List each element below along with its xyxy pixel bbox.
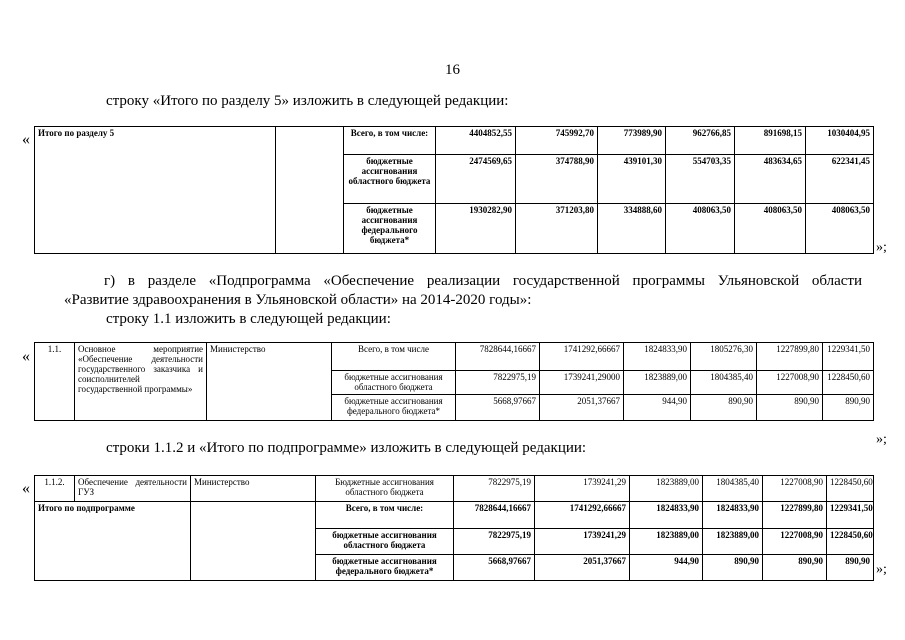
value-cell: 1739241,29	[535, 529, 630, 555]
value-cell: 408063,50	[666, 204, 735, 254]
table-row	[35, 343, 874, 371]
row-label: бюджетные ассигнования областного бюджета	[344, 155, 436, 204]
row-label: бюджетные ассигнования областного бюджета	[332, 371, 456, 395]
row-1-1-2-and-total-table	[34, 475, 874, 581]
open-quote: «	[22, 480, 30, 497]
value-cell: 7828644,16667	[454, 502, 535, 529]
open-quote: «	[22, 131, 30, 148]
value-cell: 2051,37667	[535, 555, 630, 581]
activity-name: Обеспечение деятельности ГУЗ	[75, 476, 191, 502]
intro-row-1-1: строку 1.1 изложить в следующей редакции:	[106, 311, 391, 327]
value-cell: 5668,97667	[456, 395, 540, 421]
empty-cell	[191, 502, 316, 581]
row-number: 1.1.	[35, 343, 75, 421]
value-cell: 2051,37667	[540, 395, 624, 421]
value-cell: 1229341,50	[827, 502, 874, 529]
value-cell: 1930282,90	[436, 204, 516, 254]
executor: Министерство	[207, 343, 332, 421]
value-cell: 1823889,00	[624, 371, 691, 395]
row-1-1-table	[34, 342, 874, 421]
value-cell: 371203,80	[516, 204, 598, 254]
value-cell: 1227008,90	[757, 371, 823, 395]
row-label: бюджетные ассигнования федерального бюджета*	[332, 395, 456, 421]
table-row	[35, 127, 874, 155]
value-cell: 1824833,90	[630, 502, 703, 529]
value-cell: 1227008,90	[763, 529, 827, 555]
value-cell: 891698,15	[735, 127, 806, 155]
section5-total-table	[34, 126, 874, 254]
intro-rows-1-1-2-total: строки 1.1.2 и «Итого по подпрограмме» изложить в следующей редакции:	[106, 440, 587, 456]
value-cell: 4404852,55	[436, 127, 516, 155]
value-cell: 944,90	[624, 395, 691, 421]
value-cell: 2474569,65	[436, 155, 516, 204]
value-cell: 7828644,16667	[456, 343, 540, 371]
page-number: 16	[445, 62, 460, 78]
value-cell: 7822975,19	[456, 371, 540, 395]
value-cell: 374788,90	[516, 155, 598, 204]
open-quote: «	[22, 348, 30, 365]
value-cell: 1228450,60	[827, 529, 874, 555]
close-mark: »;	[876, 240, 887, 255]
value-cell: 745992,70	[516, 127, 598, 155]
value-cell: 622341,45	[806, 155, 874, 204]
value-cell: 1805276,30	[691, 343, 757, 371]
value-cell: 1229341,50	[823, 343, 874, 371]
row-label: Бюджетные ассигнования областного бюджета	[316, 476, 454, 502]
close-mark: »;	[876, 432, 887, 447]
value-cell: 890,90	[763, 555, 827, 581]
value-cell: 7822975,19	[454, 476, 535, 502]
value-cell: 1228450,60	[827, 476, 874, 502]
value-cell: 1227899,80	[763, 502, 827, 529]
value-cell: 5668,97667	[454, 555, 535, 581]
table-row	[35, 502, 874, 529]
row-label: Всего, в том числе:	[344, 127, 436, 155]
value-cell: 1804385,40	[703, 476, 763, 502]
value-cell: 483634,65	[735, 155, 806, 204]
value-cell: 1823889,00	[630, 476, 703, 502]
value-cell: 408063,50	[806, 204, 874, 254]
paragraph-g-line2: «Развитие здравоохранения в Ульяновской области» на 2014-2020 годы»:	[64, 292, 532, 308]
value-cell: 554703,35	[666, 155, 735, 204]
row-label: Всего, в том числе	[332, 343, 456, 371]
value-cell: 334888,60	[598, 204, 666, 254]
activity-name: Основное мероприятие «Обеспечение деятельности государственного заказчика и соисполнителей государственной программы»	[75, 343, 207, 421]
value-cell: 773989,90	[598, 127, 666, 155]
value-cell: 408063,50	[735, 204, 806, 254]
value-cell: 1228450,60	[823, 371, 874, 395]
table-row	[35, 476, 874, 502]
value-cell: 962766,85	[666, 127, 735, 155]
value-cell: 1824833,90	[624, 343, 691, 371]
value-cell: 1739241,29000	[540, 371, 624, 395]
value-cell: 890,90	[691, 395, 757, 421]
row-label: бюджетные ассигнования областного бюджета	[316, 529, 454, 555]
value-cell: 1227899,80	[757, 343, 823, 371]
value-cell: 7822975,19	[454, 529, 535, 555]
close-mark: »;	[876, 562, 887, 577]
row-number: 1.1.2.	[35, 476, 75, 502]
row-label: бюджетные ассигнования федерального бюджета*	[316, 555, 454, 581]
value-cell: 439101,30	[598, 155, 666, 204]
value-cell: 1227008,90	[763, 476, 827, 502]
value-cell: 1824833,90	[703, 502, 763, 529]
value-cell: 1804385,40	[691, 371, 757, 395]
value-cell: 890,90	[703, 555, 763, 581]
section5-title: Итого по разделу 5	[35, 127, 276, 254]
value-cell: 1030404,95	[806, 127, 874, 155]
value-cell: 944,90	[630, 555, 703, 581]
value-cell: 1823889,00	[630, 529, 703, 555]
row-label: Всего, в том числе:	[316, 502, 454, 529]
value-cell: 1741292,66667	[535, 502, 630, 529]
value-cell: 890,90	[823, 395, 874, 421]
value-cell: 1741292,66667	[540, 343, 624, 371]
empty-cell	[276, 127, 344, 254]
value-cell: 1823889,00	[703, 529, 763, 555]
intro-section5: строку «Итого по разделу 5» изложить в следующей редакции:	[106, 93, 509, 109]
paragraph-g-line1: г) в разделе «Подпрограмма «Обеспечение реализации государственной программы Ульяновской области	[104, 273, 862, 289]
value-cell: 1739241,29	[535, 476, 630, 502]
value-cell: 890,90	[827, 555, 874, 581]
row-label: бюджетные ассигнования федерального бюджета*	[344, 204, 436, 254]
executor: Министерство	[191, 476, 316, 502]
total-title: Итого по подпрограмме	[35, 502, 191, 581]
value-cell: 890,90	[757, 395, 823, 421]
